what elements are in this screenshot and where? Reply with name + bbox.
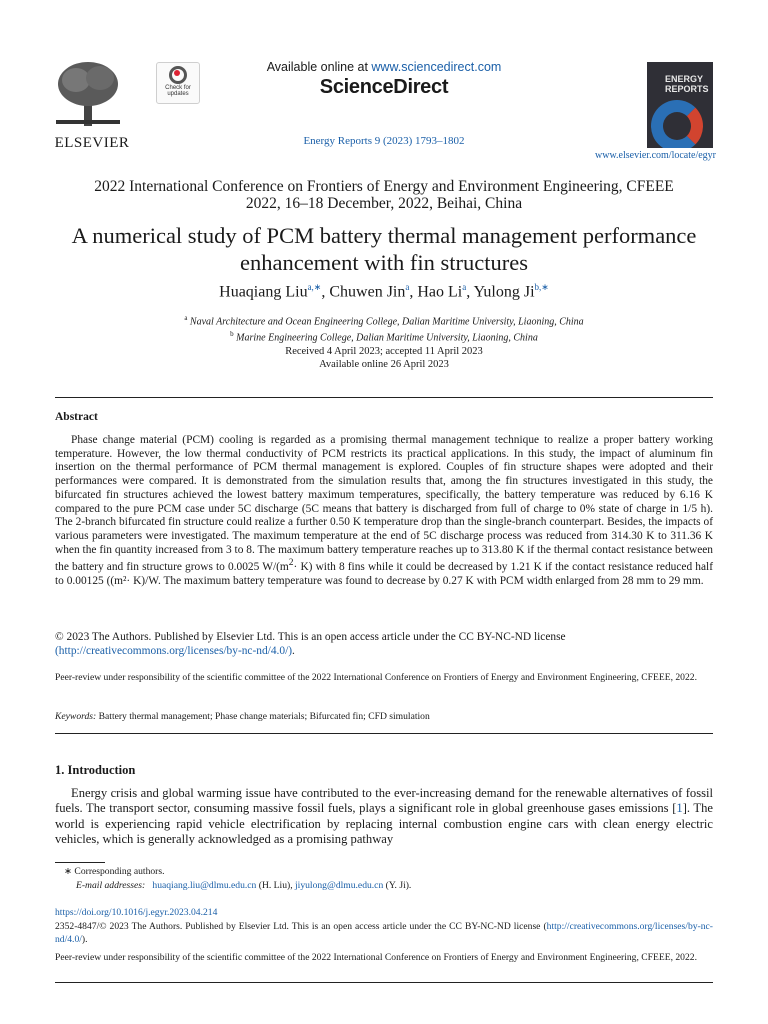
- elsevier-tree-icon: [50, 58, 126, 128]
- copyright-notice: [55, 630, 713, 658]
- intro-text-tail: ]. The world is experiencing rapid vehicle electrification by replacing internal combustion engine cars with clean energy electric vehicles, which is generally acknowledged as a promising pathway: [55, 801, 713, 847]
- check-updates-icon: [169, 66, 187, 84]
- available-prefix: Available online at: [266, 60, 372, 74]
- author-separator: ,: [321, 283, 330, 301]
- sciencedirect-link[interactable]: www.sciencedirect.com: [371, 60, 502, 74]
- license-link[interactable]: (http://creativecommons.org/licenses/by-nc-nd/4.0/): [55, 645, 293, 657]
- license-link-end: .: [292, 645, 295, 657]
- footnote-rule: [55, 862, 105, 863]
- abstract-text-tail: · K) with 8 fins while it could be decreased by 1.21 K if the contact resistance reduced half to 0.00125 ((m²· K)/W. The maximum battery temperature was found to decrease by 0.27 K with PCM width enlarged from 28 mm to 29 mm.: [55, 561, 713, 587]
- issn-license-link[interactable]: http://creativecommons.org/licenses/by-nc-nd/4.0/: [55, 921, 713, 945]
- footer-peer-review: Peer-review under responsibility of the scientific committee of the 2022 International Conference on Frontiers of Energy and Environment Engineering, CFEEE, 2022.: [55, 952, 697, 963]
- abstract-body: [55, 434, 713, 589]
- issn-text-end: ).: [81, 934, 88, 945]
- conference-info: [40, 178, 728, 212]
- affiliation-mark: b: [230, 330, 234, 339]
- title-line-2: enhancement with fin structures: [239, 250, 529, 275]
- check-for-updates-badge[interactable]: [156, 62, 200, 104]
- author-affiliation-mark[interactable]: a: [462, 282, 467, 292]
- affiliations: [40, 312, 728, 345]
- copyright-text: © 2023 The Authors. Published by Elsevier Ltd. This is an open access article under the CC BY-NC-ND license: [55, 631, 566, 643]
- available-online-line: [200, 60, 568, 74]
- keywords: [55, 711, 713, 722]
- intro-text: Energy crisis and global warming issue have contributed to the ever-increasing demand for the renewable alternatives of fossil fuels. The transport sector, consuming massive fossil fuels, plays a significant role in global greenhouse gases emissions [: [55, 786, 713, 816]
- section-heading-introduction: 1. Introduction: [55, 763, 136, 777]
- available-online-date: Available online 26 April 2023: [319, 359, 449, 370]
- abstract-top-rule: [55, 397, 713, 398]
- title-line-1: A numerical study of PCM battery thermal management performance: [71, 223, 697, 248]
- corresponding-author-note: ∗ Corresponding authors.: [64, 866, 165, 877]
- affiliation-b: [40, 328, 728, 344]
- footer-bottom-rule: [55, 982, 713, 983]
- abstract-superscript: 2: [288, 558, 294, 569]
- sciencedirect-logo[interactable]: ScienceDirect: [319, 76, 449, 98]
- article-title: [40, 222, 728, 276]
- cover-emblem-icon: [651, 100, 703, 148]
- email-link-ji[interactable]: jiyulong@dlmu.edu.cn: [295, 880, 384, 891]
- keywords-list: Battery thermal management; Phase change materials; Bifurcated fin; CFD simulation: [96, 711, 430, 722]
- journal-homepage-link[interactable]: www.elsevier.com/locate/egyr: [595, 150, 716, 161]
- introduction-body: [55, 786, 713, 848]
- peer-review-statement: Peer-review under responsibility of the scientific committee of the 2022 International Conference on Frontiers of Energy and Environment Engineering, CFEEE, 2022.: [55, 672, 697, 683]
- email-owner: (Y. Ji).: [383, 880, 412, 891]
- article-dates: [40, 345, 728, 371]
- author-name[interactable]: Hao Li: [417, 283, 463, 301]
- author-separator: ,: [409, 283, 418, 301]
- author-name[interactable]: Yulong Ji: [473, 283, 535, 301]
- email-label: E-mail addresses:: [76, 880, 146, 891]
- citation-ref-link[interactable]: 1: [676, 801, 683, 816]
- conference-line-1: 2022 International Conference on Frontiers of Energy and Environment Engineering, CFEEE: [94, 178, 674, 195]
- check-updates-label: Check for updates: [165, 85, 191, 97]
- affiliation-mark: a: [184, 314, 188, 322]
- affiliation-text: Marine Engineering College, Dalian Maritime University, Liaoning, China: [236, 332, 538, 344]
- author-name[interactable]: Huaqiang Liu: [219, 283, 308, 301]
- abstract-heading: Abstract: [55, 411, 98, 423]
- keywords-label: Keywords:: [55, 711, 97, 722]
- abstract-text: Phase change material (PCM) cooling is regarded as a promising thermal management technique to realize a proper battery working temperature. However, the low thermal conductivity of PCM restricts its practical applications. In this study, the impact of aluminum fin insertion on the thermal performance of PCM thermal management is explored. Couples of fin structure shapes were adopted and their performances were compared. It is demonstrated from the simulation results that, among the fin structures investigated in this study, the bifurcated fin structures achieved the lowest battery maximum temperatures, specifically, the battery temperature was reduced by 6.16 K compared to the pure PCM case under 5C discharge (5C means that battery is discharged from full of charge to 0% state of charge in 1/5 h). The 2-branch bifurcated fin structure could realize a further 0.50 K temperature drop than the single-branch counterpart. Besides, the impacts of various parameters were investigated. The maximum temperature at the end of 5C discharge process was reduced from 314.30 K to 311.36 K when the fin quantity increased from 3 to 8. The maximum battery temperature reaches up to 313.80 K if the thermal contact resistance between the battery and fin structure grows to 0.0025 W/(m: [55, 434, 713, 574]
- author-affiliation-mark[interactable]: a: [405, 282, 410, 292]
- author-affiliation-mark[interactable]: a,∗: [307, 282, 322, 292]
- elsevier-wordmark: ELSEVIER: [54, 135, 130, 151]
- issn-text: 2352-4847/© 2023 The Authors. Published by Elsevier Ltd. This is an open access article under the CC BY-NC-ND license (: [55, 921, 547, 932]
- email-link-liu[interactable]: huaqiang.liu@dlmu.edu.cn: [152, 880, 257, 891]
- cover-title-line1: ENERGY: [665, 74, 704, 84]
- email-owner: (H. Liu),: [256, 880, 295, 891]
- received-accepted-date: Received 4 April 2023; accepted 11 April 2023: [285, 346, 483, 357]
- author-affiliation-mark[interactable]: b,∗: [534, 282, 549, 292]
- affiliation-text: Naval Architecture and Ocean Engineering College, Dalian Maritime University, Liaoning, China: [189, 316, 584, 328]
- author-separator: ,: [466, 283, 474, 301]
- email-addresses: [76, 880, 411, 891]
- author-list: [40, 282, 728, 301]
- author-name[interactable]: Chuwen Jin: [329, 283, 406, 301]
- elsevier-logo[interactable]: [50, 58, 134, 150]
- journal-cover-image[interactable]: [647, 62, 713, 148]
- doi-link[interactable]: https://doi.org/10.1016/j.egyr.2023.04.214: [55, 907, 218, 918]
- journal-citation[interactable]: Energy Reports 9 (2023) 1793–1802: [303, 135, 465, 147]
- conference-line-2: 2022, 16–18 December, 2022, Beihai, China: [245, 195, 523, 212]
- affiliation-a: [40, 312, 728, 328]
- issn-license-line: [55, 920, 713, 946]
- abstract-bottom-rule: [55, 733, 713, 734]
- cover-title-line2: REPORTS: [665, 84, 709, 94]
